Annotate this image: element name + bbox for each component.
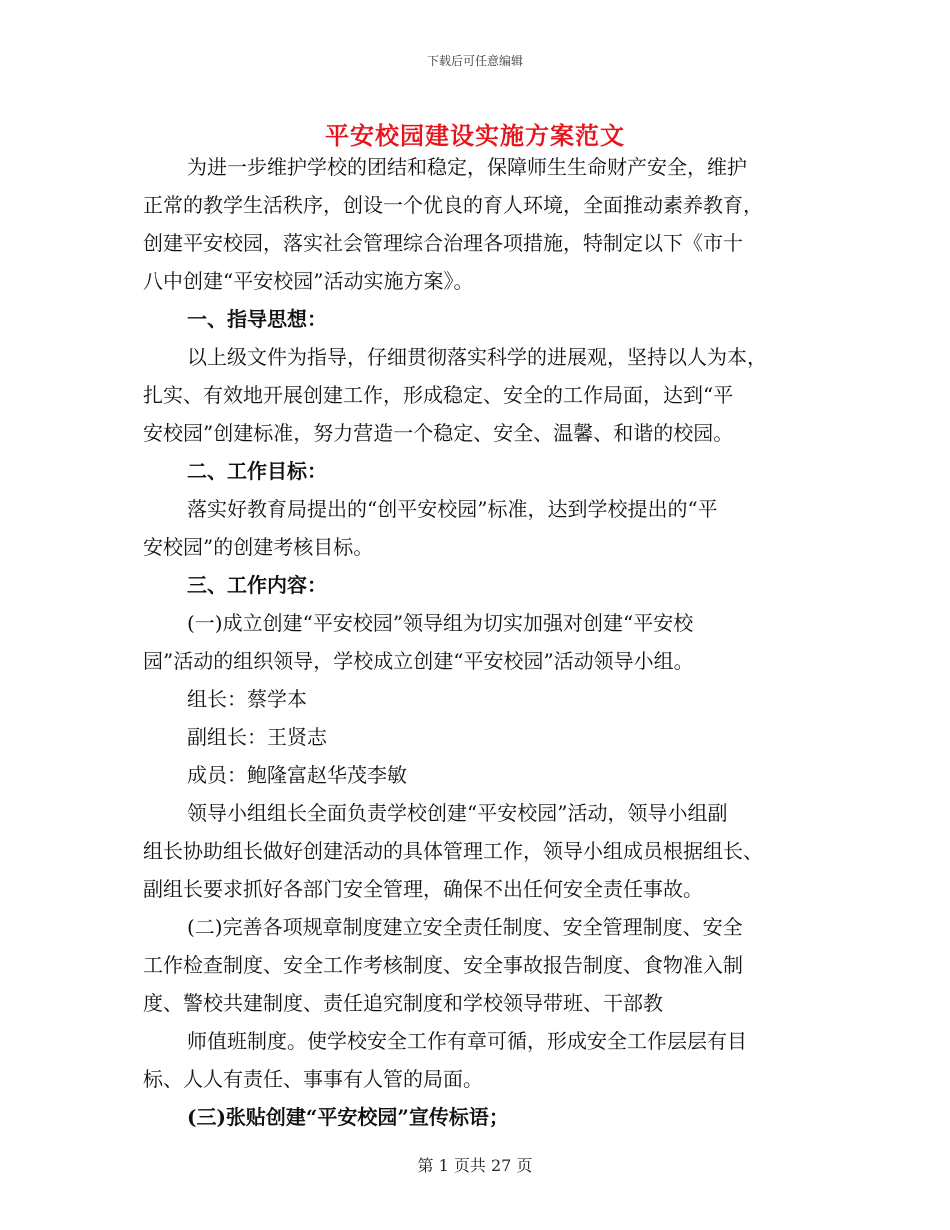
deputy-leader: 副组长：王贤志 bbox=[187, 725, 327, 749]
paragraph-line: 领导小组组长全面负责学校创建“平安校园”活动，领导小组副 bbox=[187, 801, 728, 825]
paragraph-line: 正常的教学生活秩序，创设一个优良的育人环境，全面推动素养教育， bbox=[143, 193, 763, 217]
paragraph-line: 为进一步维护学校的团结和稳定，保障师生生命财产安全，维护 bbox=[187, 155, 747, 179]
paragraph-line: 安校园”的创建考核目标。 bbox=[143, 535, 374, 559]
paragraph-line: (一)成立创建“平安校园”领导组为切实加强对创建“平安校 bbox=[187, 611, 694, 635]
subsection-heading: (三)张贴创建“平安校园”宣传标语； bbox=[187, 1105, 509, 1129]
team-leader: 组长：蔡学本 bbox=[187, 687, 307, 711]
section-heading: 二、工作目标： bbox=[187, 459, 327, 483]
page-header: 下载后可任意编辑 bbox=[426, 54, 523, 68]
paragraph-line: 八中创建“平安校园”活动实施方案》。 bbox=[143, 269, 474, 293]
paragraph-line: 以上级文件为指导，仔细贯彻落实科学的进展观，坚持以人为本， bbox=[187, 345, 767, 369]
section-heading: 三、工作内容： bbox=[187, 573, 327, 597]
page-number: 第 1 页共 27 页 bbox=[417, 1156, 533, 1175]
paragraph-line: 工作检查制度、安全工作考核制度、安全事故报告制度、食物准入制 bbox=[143, 953, 743, 977]
paragraph-line: 度、警校共建制度、责任追究制度和学校领导带班、干部教 bbox=[143, 991, 663, 1015]
paragraph-line: 落实好教育局提出的“创平安校园”标准，达到学校提出的“平 bbox=[187, 497, 718, 521]
paragraph-line: 组长协助组长做好创建活动的具体管理工作，领导小组成员根据组长、 bbox=[143, 839, 763, 863]
document-body bbox=[143, 148, 811, 1136]
team-members: 成员：鲍隆富赵华茂李敏 bbox=[187, 763, 407, 787]
paragraph-line: 标、人人有责任、事事有人管的局面。 bbox=[143, 1067, 483, 1091]
paragraph-line: 园”活动的组织领导，学校成立创建“平安校园”活动领导小组。 bbox=[143, 649, 694, 673]
paragraph-line: 副组长要求抓好各部门安全管理，确保不出任何安全责任事故。 bbox=[143, 877, 703, 901]
section-heading: 一、指导思想： bbox=[187, 307, 327, 331]
paragraph-line: 扎实、有效地开展创建工作，形成稳定、安全的工作局面，达到“平 bbox=[143, 383, 734, 407]
paragraph-line: (二)完善各项规章制度建立安全责任制度、安全管理制度、安全 bbox=[187, 915, 743, 939]
document-title: 平安校园建设实施方案范文 bbox=[325, 121, 625, 150]
paragraph-line: 师值班制度。使学校安全工作有章可循，形成安全工作层层有目 bbox=[187, 1029, 747, 1053]
paragraph-line: 安校园”创建标准，努力营造一个稳定、安全、温馨、和谐的校园。 bbox=[143, 421, 734, 445]
paragraph-line: 创建平安校园，落实社会管理综合治理各项措施，特制定以下《市十 bbox=[143, 231, 743, 255]
